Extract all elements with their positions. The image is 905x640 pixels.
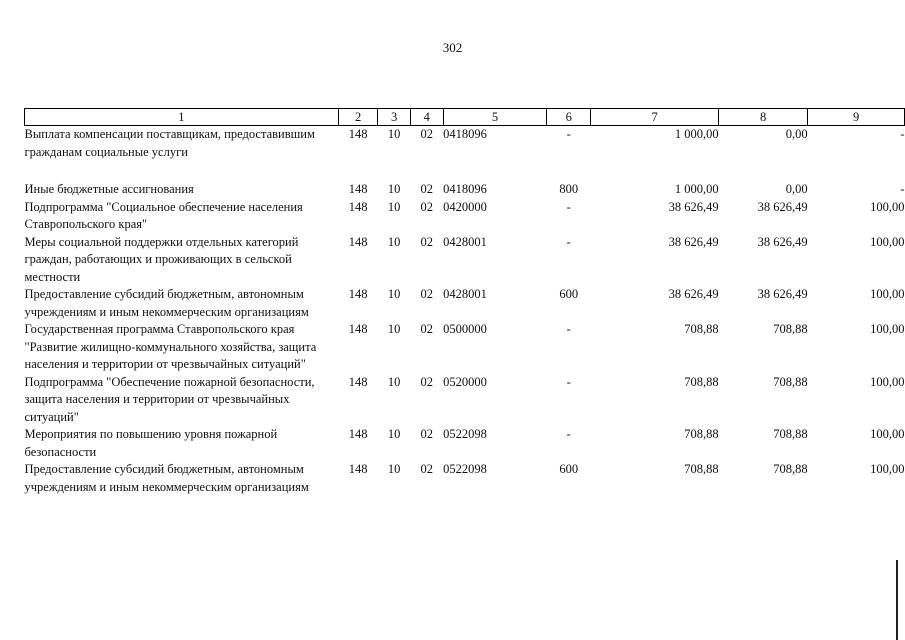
cell-section: 10 xyxy=(387,287,401,301)
cell-target-code: 0520000 xyxy=(443,374,487,389)
cell-amount-planned: 708,88 xyxy=(684,427,719,441)
cell-ministry-code: 148 xyxy=(348,427,368,441)
table-row xyxy=(25,199,905,234)
row-name: Государственная программа Ставропольского края "Развитие жилищно-коммунального хозяйства, защита населения и территории от чрезвычайных ситуаций" xyxy=(24,322,317,371)
cell-section: 10 xyxy=(387,127,401,141)
cell-percent: - xyxy=(900,182,905,196)
cell-expense-type: 800 xyxy=(559,182,579,196)
cell-expense-type: - xyxy=(566,127,571,141)
row-name: Подпрограмма "Обеспечение пожарной безопасности, защита населения и территории от чрезвычайных ситуаций" xyxy=(24,374,315,424)
cell-target-code: 0428001 xyxy=(443,234,487,249)
cell-amount-planned: 38 626,49 xyxy=(668,287,719,301)
cell-amount-executed: 0,00 xyxy=(785,127,808,141)
table-row xyxy=(25,126,905,162)
table-row xyxy=(25,286,905,321)
cell-amount-planned: 38 626,49 xyxy=(668,199,719,214)
cell-target-code: 0522098 xyxy=(443,427,487,441)
cell-percent: 100,00 xyxy=(870,462,905,476)
column-header: 3 xyxy=(378,109,411,126)
column-header: 7 xyxy=(590,109,718,126)
row-name: Предоставление субсидий бюджетным, автономным учреждениям и иным некоммерческим организациям xyxy=(24,462,309,494)
cell-amount-executed: 0,00 xyxy=(785,182,808,196)
spacer-row xyxy=(25,161,905,181)
cell-subsection: 02 xyxy=(420,127,434,141)
cell-expense-type: 600 xyxy=(559,462,579,476)
cell-amount-executed: 708,88 xyxy=(773,462,808,476)
cell-amount-executed: 708,88 xyxy=(773,374,808,389)
column-header: 5 xyxy=(443,109,547,126)
cell-percent: 100,00 xyxy=(870,374,905,389)
row-name: Выплата компенсации поставщикам, предоставившим гражданам социальные услуги xyxy=(24,127,315,159)
cell-subsection: 02 xyxy=(420,462,434,476)
column-header: 2 xyxy=(338,109,378,126)
cell-amount-executed: 708,88 xyxy=(773,322,808,336)
cell-subsection: 02 xyxy=(420,287,434,301)
cell-amount-executed: 38 626,49 xyxy=(757,287,808,301)
column-header: 1 xyxy=(25,109,339,126)
cell-amount-planned: 708,88 xyxy=(684,322,719,336)
cell-target-code: 0420000 xyxy=(443,199,487,214)
cell-percent: 100,00 xyxy=(870,427,905,441)
table-row xyxy=(25,426,905,461)
page-number: 302 xyxy=(442,40,463,55)
table-row xyxy=(25,461,905,496)
cell-expense-type: 600 xyxy=(559,287,579,301)
cell-section: 10 xyxy=(387,427,401,441)
cell-ministry-code: 148 xyxy=(348,199,368,214)
cell-section: 10 xyxy=(387,182,401,196)
cell-amount-executed: 708,88 xyxy=(773,427,808,441)
row-name: Меры социальной поддержки отдельных категорий граждан, работающих и проживающих в сельской местности xyxy=(24,234,299,284)
row-name: Иные бюджетные ассигнования xyxy=(24,182,194,196)
cell-target-code: 0522098 xyxy=(443,462,487,476)
table-row xyxy=(25,374,905,427)
cell-amount-executed: 38 626,49 xyxy=(757,234,808,249)
cell-subsection: 02 xyxy=(420,199,434,214)
table-row xyxy=(25,234,905,287)
column-number-row xyxy=(25,109,905,126)
column-header: 9 xyxy=(808,109,905,126)
row-name: Предоставление субсидий бюджетным, автономным учреждениям и иным некоммерческим организациям xyxy=(24,287,309,319)
budget-table xyxy=(24,108,905,496)
cell-percent: 100,00 xyxy=(870,287,905,301)
cell-ministry-code: 148 xyxy=(348,287,368,301)
cell-subsection: 02 xyxy=(420,427,434,441)
cell-amount-planned: 708,88 xyxy=(684,374,719,389)
column-header: 8 xyxy=(719,109,808,126)
cell-target-code: 0500000 xyxy=(443,322,487,336)
cell-percent: 100,00 xyxy=(870,234,905,249)
table-row xyxy=(25,321,905,374)
cell-subsection: 02 xyxy=(420,374,434,389)
cell-percent: - xyxy=(900,127,905,141)
cell-ministry-code: 148 xyxy=(348,234,368,249)
cell-amount-planned: 38 626,49 xyxy=(668,234,719,249)
cell-expense-type: - xyxy=(566,322,571,336)
cell-section: 10 xyxy=(387,199,401,214)
cell-section: 10 xyxy=(387,374,401,389)
row-name: Подпрограмма "Социальное обеспечение населения Ставропольского края" xyxy=(24,199,303,231)
cell-expense-type: - xyxy=(566,199,571,214)
cell-amount-planned: 1 000,00 xyxy=(674,127,719,141)
cell-ministry-code: 148 xyxy=(348,322,368,336)
cell-percent: 100,00 xyxy=(870,322,905,336)
cell-ministry-code: 148 xyxy=(348,182,368,196)
cell-subsection: 02 xyxy=(420,182,434,196)
table-row xyxy=(25,181,905,199)
cell-target-code: 0418096 xyxy=(443,182,487,196)
cell-expense-type: - xyxy=(566,374,571,389)
cell-section: 10 xyxy=(387,322,401,336)
row-name: Мероприятия по повышению уровня пожарной безопасности xyxy=(24,427,278,459)
column-header: 4 xyxy=(410,109,443,126)
cell-expense-type: - xyxy=(566,234,571,249)
cell-section: 10 xyxy=(387,462,401,476)
cell-target-code: 0428001 xyxy=(443,287,487,301)
cell-subsection: 02 xyxy=(420,322,434,336)
cell-ministry-code: 148 xyxy=(348,374,368,389)
cell-amount-planned: 708,88 xyxy=(684,462,719,476)
cell-subsection: 02 xyxy=(420,234,434,249)
cell-amount-executed: 38 626,49 xyxy=(757,199,808,214)
column-header: 6 xyxy=(547,109,591,126)
cell-ministry-code: 148 xyxy=(348,462,368,476)
cell-section: 10 xyxy=(387,234,401,249)
cell-expense-type: - xyxy=(566,427,571,441)
cell-amount-planned: 1 000,00 xyxy=(674,182,719,196)
cell-ministry-code: 148 xyxy=(348,127,368,141)
cell-percent: 100,00 xyxy=(870,199,905,214)
scan-edge-line xyxy=(896,560,898,640)
cell-target-code: 0418096 xyxy=(443,127,487,141)
